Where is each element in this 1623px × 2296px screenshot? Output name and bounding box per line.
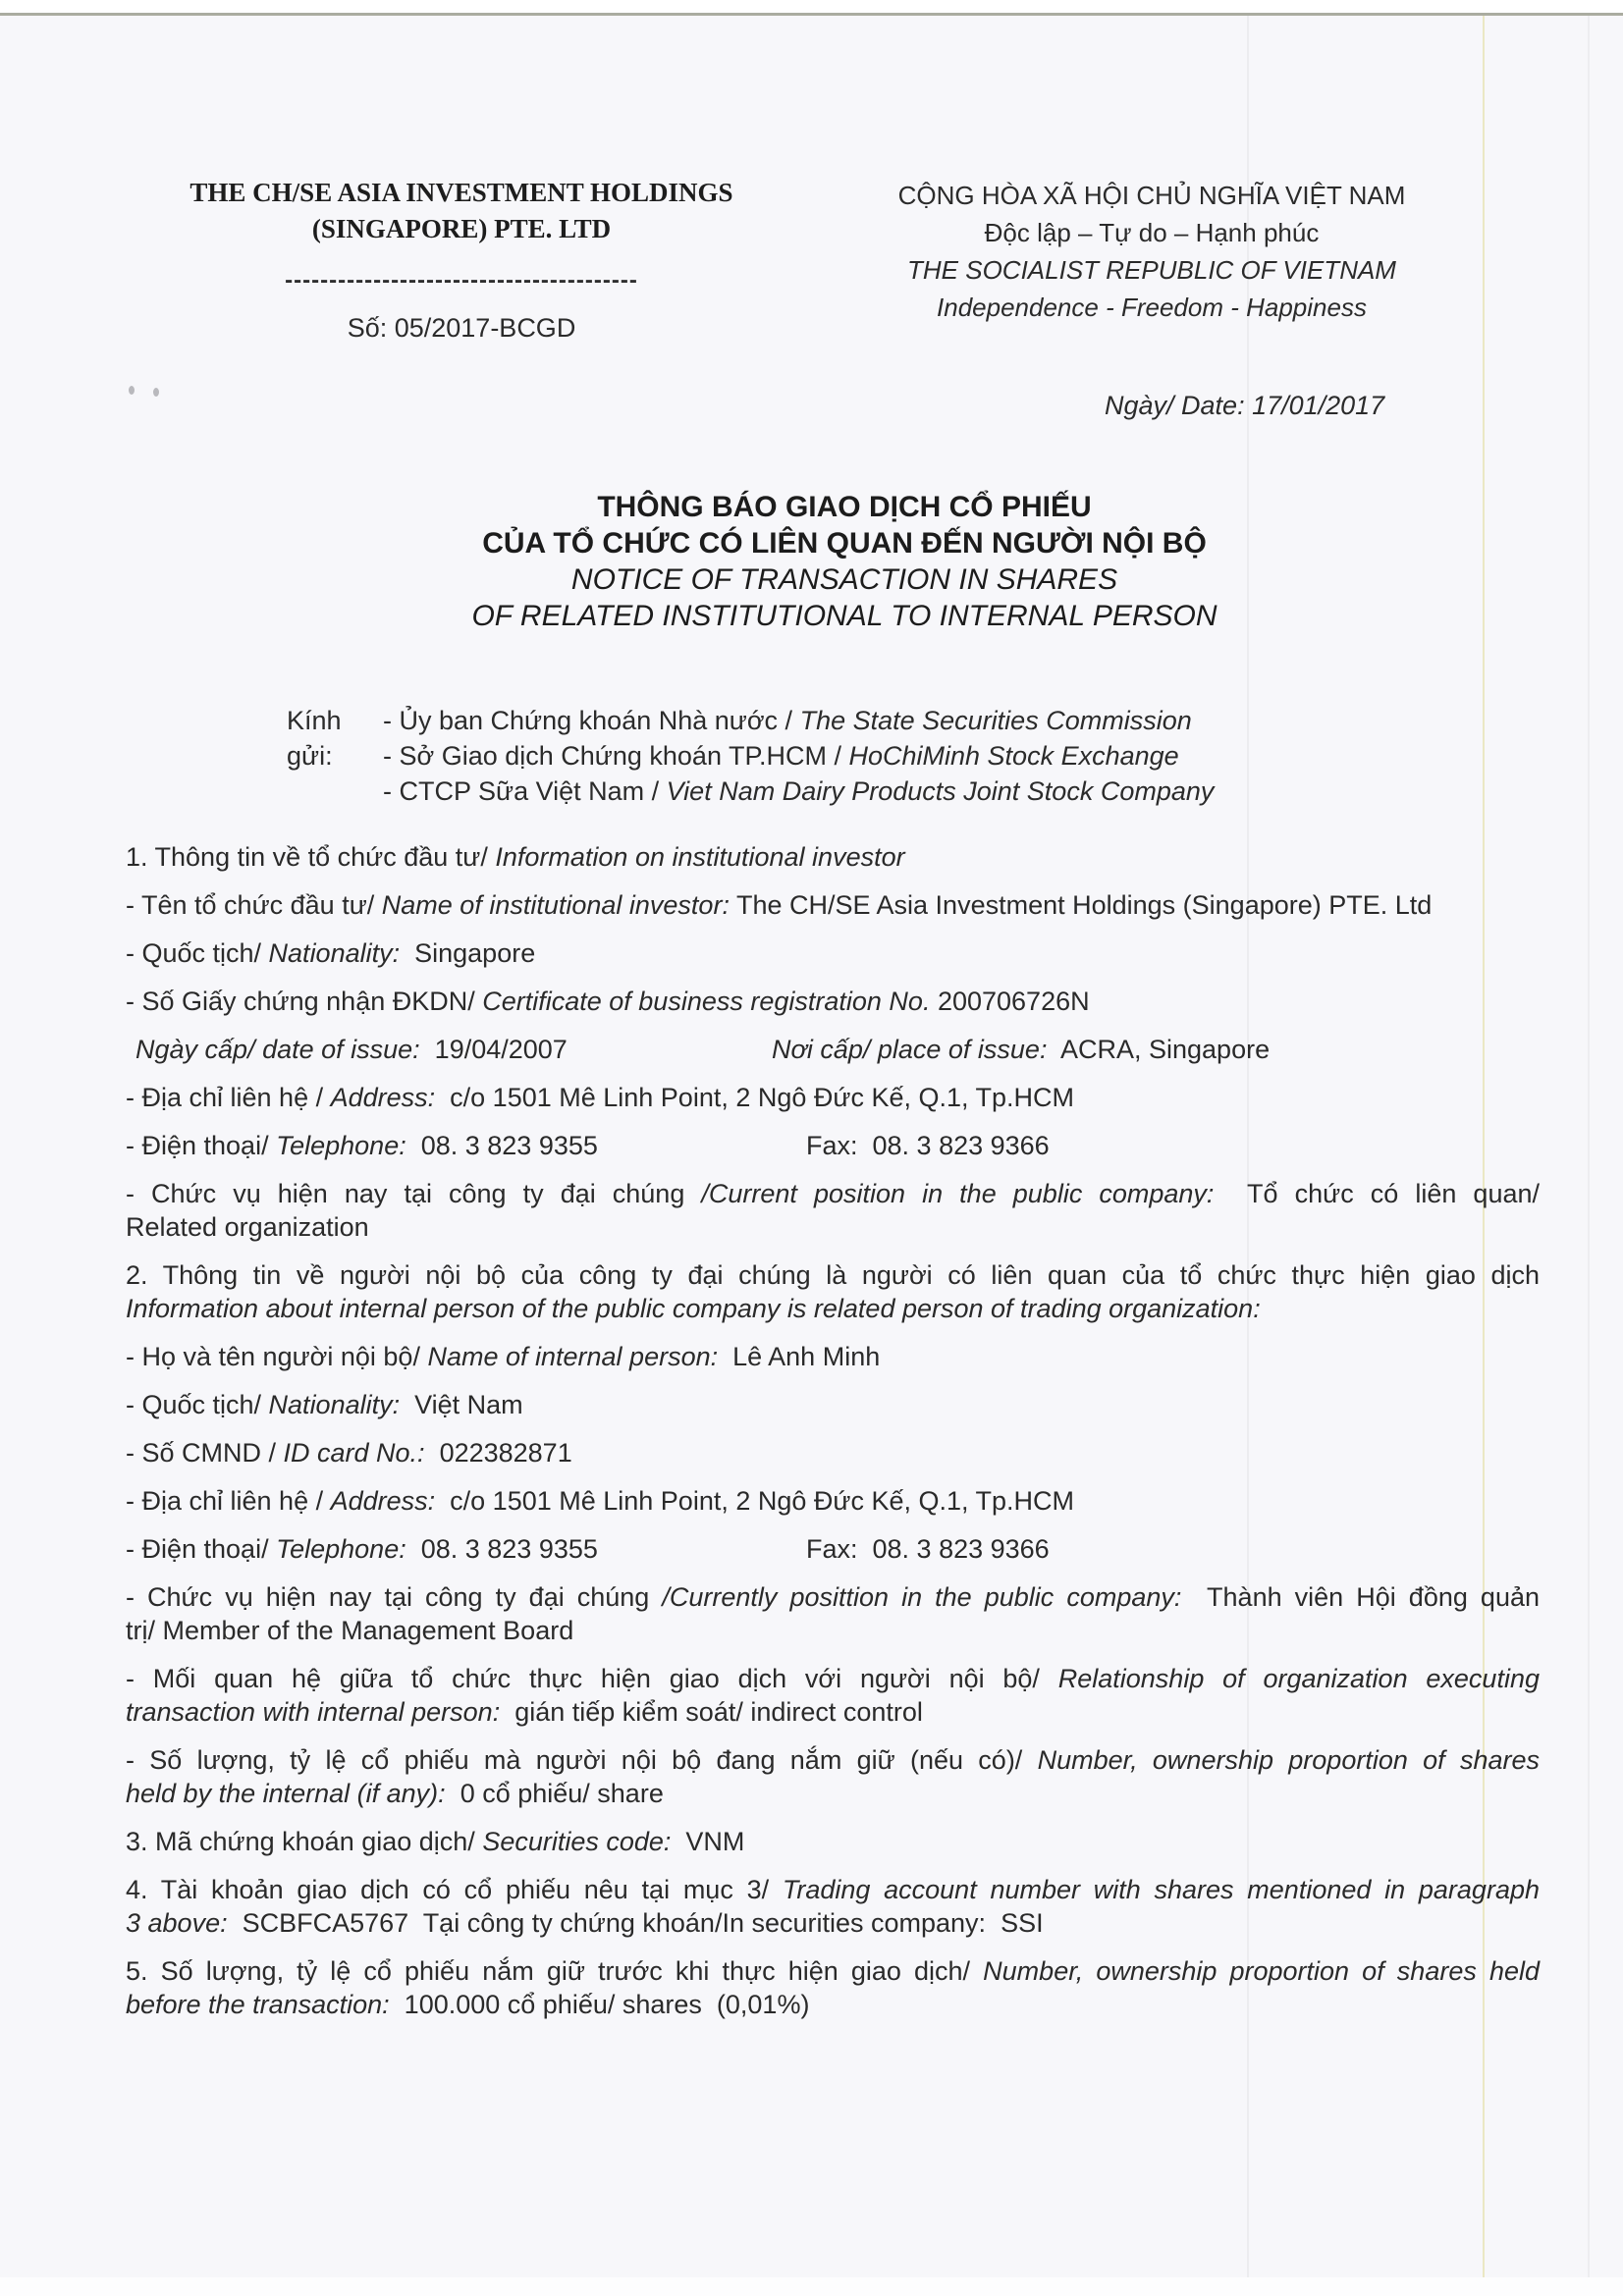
position-label-en: /Currently posittion in the public company: [662, 1582, 1182, 1612]
position-value: Tổ chức có liên quan/ [1214, 1179, 1540, 1208]
position-label-en: /Current position in the public company: [701, 1179, 1215, 1208]
relationship-line1 [126, 1662, 1540, 1695]
trading-account-value: SCBFCA5767 Tại công ty chứng khoán/In securities company: SSI [227, 1908, 1044, 1938]
securities-code-row [126, 1825, 1540, 1858]
scan-artifact-line [1588, 16, 1590, 2277]
person-name-label-vi: - Họ và tên người nội bộ/ [126, 1342, 428, 1371]
title-vi-line1: THÔNG BÁO GIAO DỊCH CỔ PHIẾU [597, 491, 1092, 523]
address-value: c/o 1501 Mê Linh Point, 2 Ngô Đức Kế, Q.1, Tp.HCM [435, 1486, 1075, 1516]
document-ref-number: Số: 05/2017-BCGD [347, 313, 576, 343]
nationality-label-vi: - Quốc tịch/ [126, 938, 269, 968]
document-body [126, 840, 1540, 2036]
position-label-vi: - Chức vụ hiện nay tại công ty đại chúng [126, 1179, 702, 1208]
recipient-item [383, 738, 1214, 774]
address-value: c/o 1501 Mê Linh Point, 2 Ngô Đức Kế, Q.1, Tp.HCM [435, 1083, 1075, 1112]
shares-held-line2 [126, 1777, 1540, 1810]
address-label-vi: - Địa chỉ liên hệ / [126, 1486, 331, 1516]
recipient-vi: - Sở Giao dịch Chứng khoán TP.HCM / [383, 741, 849, 771]
recipient-vi: - CTCP Sữa Việt Nam / [383, 776, 667, 806]
relationship-label-en2: transaction with internal person: [126, 1697, 501, 1727]
section1-heading-en: Information on institutional investor [495, 842, 905, 872]
issue-place-label: Nơi cấp/ place of issue: [772, 1035, 1048, 1064]
scan-bottom-edge [0, 2277, 1623, 2296]
nationality-label-en: Nationality: [268, 938, 401, 968]
investor-name-value: The CH/SE Asia Investment Holdings (Singapore) PTE. Ltd [729, 890, 1433, 920]
scan-top-line [0, 13, 1623, 16]
recipient-en: HoChiMinh Stock Exchange [848, 741, 1179, 771]
telephone-label-vi: - Điện thoại/ [126, 1131, 277, 1160]
securities-code-value: VNM [671, 1827, 745, 1856]
relationship-row [126, 1662, 1540, 1729]
id-card-label-vi: - Số CMND / [126, 1438, 284, 1468]
section2-heading-en: Information about internal person of the public company is related person of trading organization: [126, 1294, 1261, 1323]
trading-account-label-vi: 4. Tài khoản giao dịch có cổ phiếu nêu tại mục 3/ [126, 1875, 783, 1904]
scan-top-edge [0, 0, 1623, 13]
id-card-label-en: ID card No.: [283, 1438, 425, 1468]
registration-label-vi: - Số Giấy chứng nhận ĐKDN/ [126, 987, 483, 1016]
shares-before-line2 [126, 1988, 1540, 2021]
telephone-value: 08. 3 823 9355 [406, 1131, 598, 1160]
id-card-value: 022382871 [424, 1438, 572, 1468]
national-header-en: THE SOCIALIST REPUBLIC OF VIETNAM [907, 255, 1396, 285]
title-en-line2: OF RELATED INSTITUTIONAL TO INTERNAL PERSON [471, 600, 1217, 632]
shares-before-value: 100.000 cổ phiếu/ shares (0,01%) [389, 1990, 810, 2019]
trading-account-line2 [126, 1906, 1540, 1940]
recipient-vi: - Ủy ban Chứng khoán Nhà nước / [383, 706, 800, 735]
shares-before-line1 [126, 1954, 1540, 1988]
national-header-block [859, 177, 1444, 326]
nationality-value: Singapore [400, 938, 536, 968]
investor-position-row [126, 1177, 1540, 1244]
position-line1 [126, 1580, 1540, 1614]
person-position-row [126, 1580, 1540, 1647]
fax-value: 08. 3 823 9366 [857, 1534, 1050, 1564]
recipient-item [383, 774, 1214, 809]
address-label-en: Address: [330, 1083, 436, 1112]
trading-account-row [126, 1873, 1540, 1940]
recipient-en: Viet Nam Dairy Products Joint Stock Company [666, 776, 1215, 806]
registration-row [126, 985, 1540, 1018]
company-name-line2: (SINGAPORE) PTE. LTD [311, 214, 612, 243]
investor-name-row [126, 888, 1540, 922]
shares-held-by-internal-row [126, 1743, 1540, 1810]
registration-value: 200706726N [930, 987, 1090, 1016]
telephone-label-vi: - Điện thoại/ [126, 1534, 277, 1564]
person-nationality-row [126, 1388, 1540, 1421]
date-line: Ngày/ Date: 17/01/2017 [1105, 391, 1385, 420]
company-name-line1: THE CH/SE ASIA INVESTMENT HOLDINGS [189, 178, 733, 207]
section1-heading [126, 840, 1540, 874]
national-header-vi: CỘNG HÒA XÃ HỘI CHỦ NGHĨA VIỆT NAM [897, 181, 1406, 210]
shares-held-label-en: Number, ownership proportion of shares [1037, 1745, 1540, 1775]
person-address-row [126, 1484, 1540, 1518]
position-label-vi: - Chức vụ hiện nay tại công ty đại chúng [126, 1582, 663, 1612]
relationship-label-en: Relationship of organization executing [1057, 1664, 1540, 1693]
trading-account-label-en: Trading account number with shares mentioned in paragraph [782, 1875, 1540, 1904]
securities-code-label-vi: 3. Mã chứng khoán giao dịch/ [126, 1827, 483, 1856]
relationship-value: gián tiếp kiểm soát/ indirect control [500, 1697, 923, 1727]
section1-heading-vi: 1. Thông tin về tổ chức đầu tư/ [126, 842, 496, 872]
address-label-en: Address: [330, 1486, 436, 1516]
letterhead-separator: ---------------------------------------- [285, 267, 638, 294]
document-title [245, 489, 1443, 634]
position-line1 [126, 1177, 1540, 1210]
recipients-block [287, 703, 1214, 809]
nationality-value: Việt Nam [400, 1390, 523, 1419]
recipients-list [383, 703, 1214, 809]
scan-speck [129, 386, 135, 395]
telephone-value: 08. 3 823 9355 [406, 1534, 598, 1564]
position-line2: Related organization [126, 1212, 369, 1242]
issue-date-label: Ngày cấp/ date of issue: [135, 1035, 420, 1064]
address-label-vi: - Địa chỉ liên hệ / [126, 1083, 331, 1112]
trading-account-line1 [126, 1873, 1540, 1906]
issue-place-value: ACRA, Singapore [1047, 1035, 1271, 1064]
investor-name-label-vi: - Tên tổ chức đầu tư/ [126, 890, 382, 920]
trading-account-label-en2: 3 above: [126, 1908, 228, 1938]
scan-speck [153, 388, 159, 397]
title-en-line1: NOTICE OF TRANSACTION IN SHARES [570, 563, 1118, 596]
fax-label: Fax: [806, 1131, 858, 1160]
issue-date-group [135, 1033, 772, 1066]
position-value: Thành viên Hội đồng quản [1181, 1582, 1540, 1612]
fax-label: Fax: [806, 1534, 858, 1564]
recipient-en: The State Securities Commission [799, 706, 1192, 735]
position-line2: trị/ Member of the Management Board [126, 1616, 574, 1645]
shares-held-label-vi: - Số lượng, tỷ lệ cổ phiếu mà người nội bộ đang nắm giữ (nếu có)/ [126, 1745, 1038, 1775]
telephone-label-en: Telephone: [276, 1131, 406, 1160]
telephone-group [126, 1129, 806, 1162]
national-motto-en: Independence - Freedom - Happiness [937, 293, 1367, 322]
shares-held-value: 0 cổ phiếu/ share [445, 1779, 664, 1808]
internal-person-name-row [126, 1340, 1540, 1373]
investor-nationality-row [126, 936, 1540, 970]
section2-heading-vi: 2. Thông tin về người nội bộ của công ty đại chúng là người có liên quan của tổ chức thực hiện giao dịch [126, 1260, 1540, 1290]
shares-before-label-en: Number, ownership proportion of shares held [983, 1956, 1540, 1986]
shares-held-label-en2: held by the internal (if any): [126, 1779, 446, 1808]
shares-before-label-en2: before the transaction: [126, 1990, 390, 2019]
title-vi-line2: CỦA TỔ CHỨC CÓ LIÊN QUAN ĐẾN NGƯỜI NỘI BỘ [482, 527, 1207, 560]
person-telephone-row [126, 1532, 1540, 1566]
issue-row [126, 1033, 1540, 1066]
shares-before-transaction-row [126, 1954, 1540, 2021]
shares-held-line1 [126, 1743, 1540, 1777]
national-motto-vi: Độc lập – Tự do – Hạnh phúc [984, 218, 1320, 247]
registration-label-en: Certificate of business registration No. [482, 987, 931, 1016]
investor-name-label-en: Name of institutional investor: [381, 890, 730, 920]
nationality-label-vi: - Quốc tịch/ [126, 1390, 269, 1419]
telephone-group [126, 1532, 806, 1566]
letterhead-company-block [177, 175, 746, 347]
telephone-label-en: Telephone: [276, 1534, 406, 1564]
recipients-label: Kính gửi: [287, 706, 342, 771]
shares-before-label-vi: 5. Số lượng, tỷ lệ cổ phiếu nắm giữ trước khi thực hiện giao dịch/ [126, 1956, 984, 1986]
person-name-label-en: Name of internal person: [427, 1342, 719, 1371]
fax-value: 08. 3 823 9366 [857, 1131, 1050, 1160]
issue-date-value: 19/04/2007 [419, 1035, 568, 1064]
investor-address-row [126, 1081, 1540, 1114]
investor-telephone-row [126, 1129, 1540, 1162]
relationship-label-vi: - Mối quan hệ giữa tổ chức thực hiện giao dịch với người nội bộ/ [126, 1664, 1058, 1693]
securities-code-label-en: Securities code: [482, 1827, 672, 1856]
relationship-line2 [126, 1695, 1540, 1729]
id-card-row [126, 1436, 1540, 1469]
nationality-label-en: Nationality: [268, 1390, 401, 1419]
person-name-value: Lê Anh Minh [718, 1342, 881, 1371]
section2-heading [126, 1258, 1540, 1325]
recipient-item [383, 703, 1214, 738]
